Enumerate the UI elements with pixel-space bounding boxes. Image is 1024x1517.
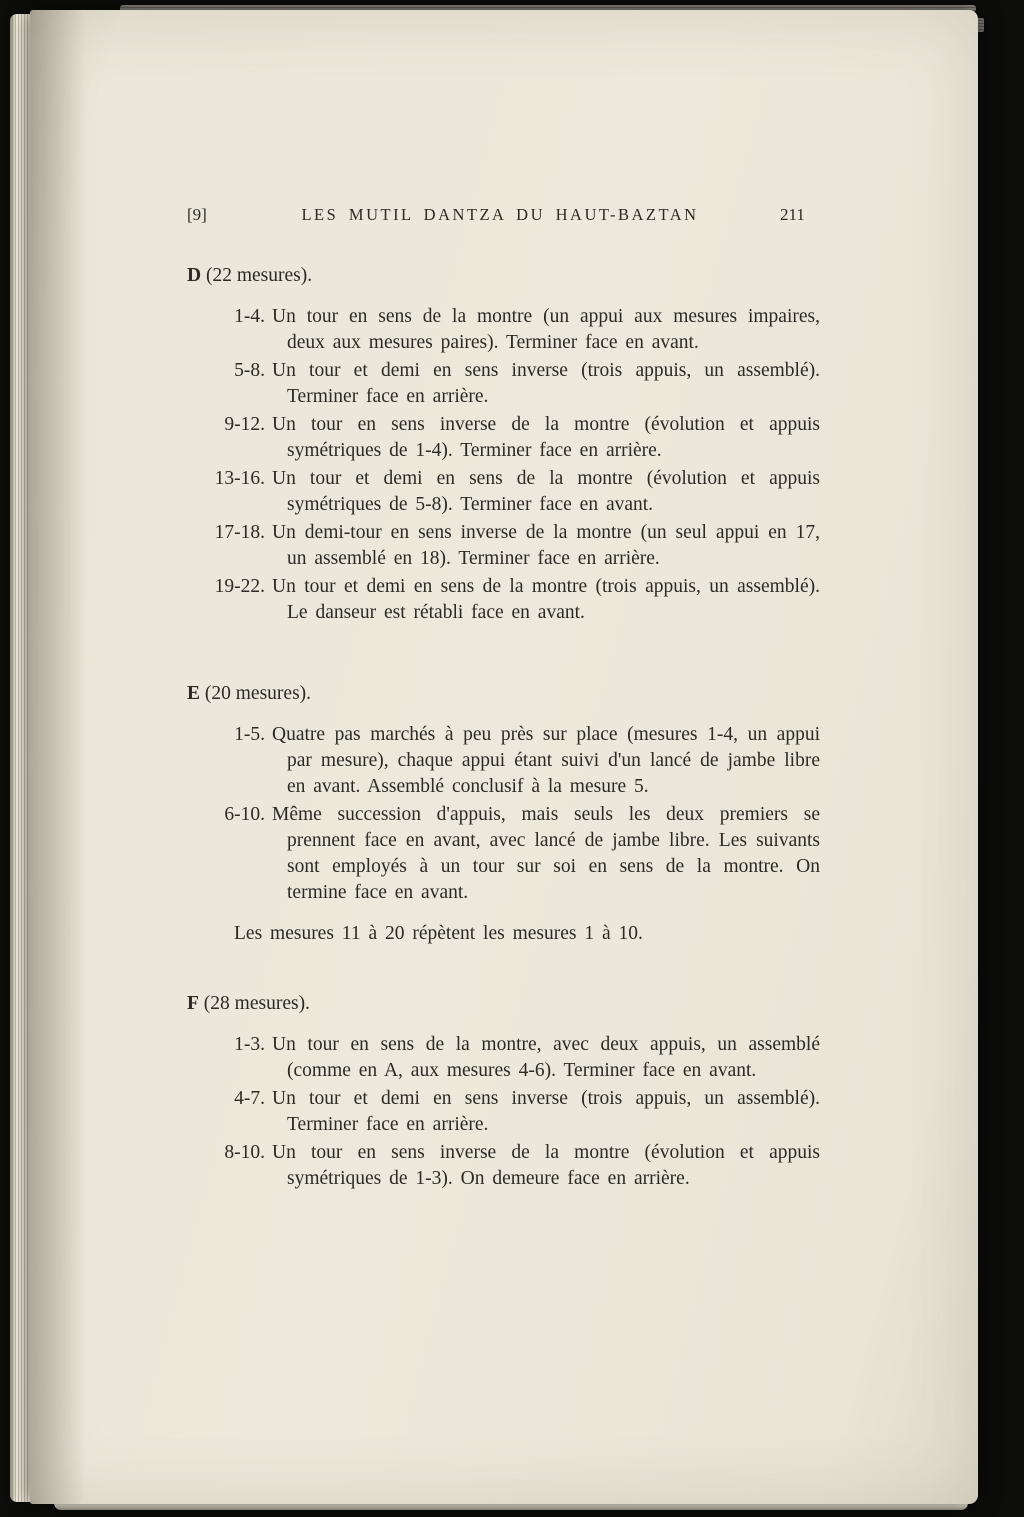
section-meta: (28 mesures). [203,993,310,1014]
dance-figure-item [224,802,820,906]
dance-figure-item [224,412,820,464]
dance-figure-item [224,1140,820,1192]
dance-figure-item [234,1086,820,1138]
dance-figure-item [234,1032,820,1084]
item-text: Un tour et demi en sens inverse (trois appuis, un assemblé). Terminer face en arrière. [272,360,820,407]
item-text: Un demi-tour en sens inverse de la montre (un seul appui en 17, un assemblé en 18). Terminer face en arrière. [272,522,820,569]
measure-range: 4-7. [234,1088,265,1109]
page-content [30,10,978,1194]
item-text: Un tour en sens inverse de la montre (évolution et appuis symétriques de 1-4). Terminer face en arrière. [272,414,820,461]
section-meta: (20 mesures). [204,683,312,704]
dance-figure-item [234,304,820,356]
dance-figure-item [234,722,820,800]
item-text: Un tour en sens inverse de la montre (évolution et appuis symétriques de 1-3). On demeure face en arrière. [272,1142,820,1189]
folio-bracket-number: [9] [187,205,207,224]
item-text: Un tour et demi en sens de la montre (évolution et appuis symétriques de 5-8). Terminer face en avant. [272,468,820,515]
dance-figure-item [214,574,820,626]
measure-range: 8-10. [224,1142,265,1163]
section-e [30,681,978,947]
item-text: Un tour en sens de la montre (un appui aux mesures impaires, deux aux mesures paires). Terminer face en avant. [272,306,820,353]
section-meta: (22 mesures). [205,265,313,286]
dance-figure-item [214,466,820,518]
section-d [30,263,978,626]
dance-figure-item [214,520,820,572]
section-letter: D [187,265,202,286]
measure-range: 19-22. [214,576,265,597]
item-text: Même succession d'appuis, mais seuls les deux premiers se prennent face en avant, avec lancé de jambe libre. Les suivants sont employés à un tour sur soi en sens de la montre. On termine face en avant. [272,804,820,903]
section-heading [187,681,978,707]
section-heading [187,991,978,1017]
measure-range: 6-10. [224,804,265,825]
measure-range: 13-16. [214,468,265,489]
page-number: 211 [780,205,805,224]
book-page [30,10,978,1504]
measure-range: 5-8. [234,360,265,381]
measure-range: 1-3. [234,1034,265,1055]
measure-range: 1-4. [234,306,265,327]
item-text: Quatre pas marchés à peu près sur place (mesures 1-4, un appui par mesure), chaque appui étant suivi d'un lancé de jambe libre en avant. Assemblé conclusif à la mesure 5. [272,724,820,797]
running-title: LES MUTIL DANTZA DU HAUT-BAZTAN [301,205,699,224]
section-letter: F [187,993,199,1014]
measure-range: 17-18. [214,522,265,543]
section-heading [187,263,978,289]
item-text: Un tour et demi en sens de la montre (trois appuis, un assemblé). Le danseur est rétabli face en avant. [272,576,820,623]
item-text: Un tour en sens de la montre, avec deux appuis, un assemblé (comme en A, aux mesures 4-6). Terminer face en avant. [272,1034,820,1081]
measure-range: 1-5. [234,724,265,745]
item-text: Un tour et demi en sens inverse (trois appuis, un assemblé). Terminer face en arrière. [272,1088,820,1135]
section-letter: E [187,683,201,704]
section-f [30,991,978,1192]
measure-range: 9-12. [224,414,265,435]
repeat-note: Les mesures 11 à 20 répètent les mesures 1 à 10. [234,923,643,944]
page-header [30,205,978,227]
dance-figure-item [234,358,820,410]
